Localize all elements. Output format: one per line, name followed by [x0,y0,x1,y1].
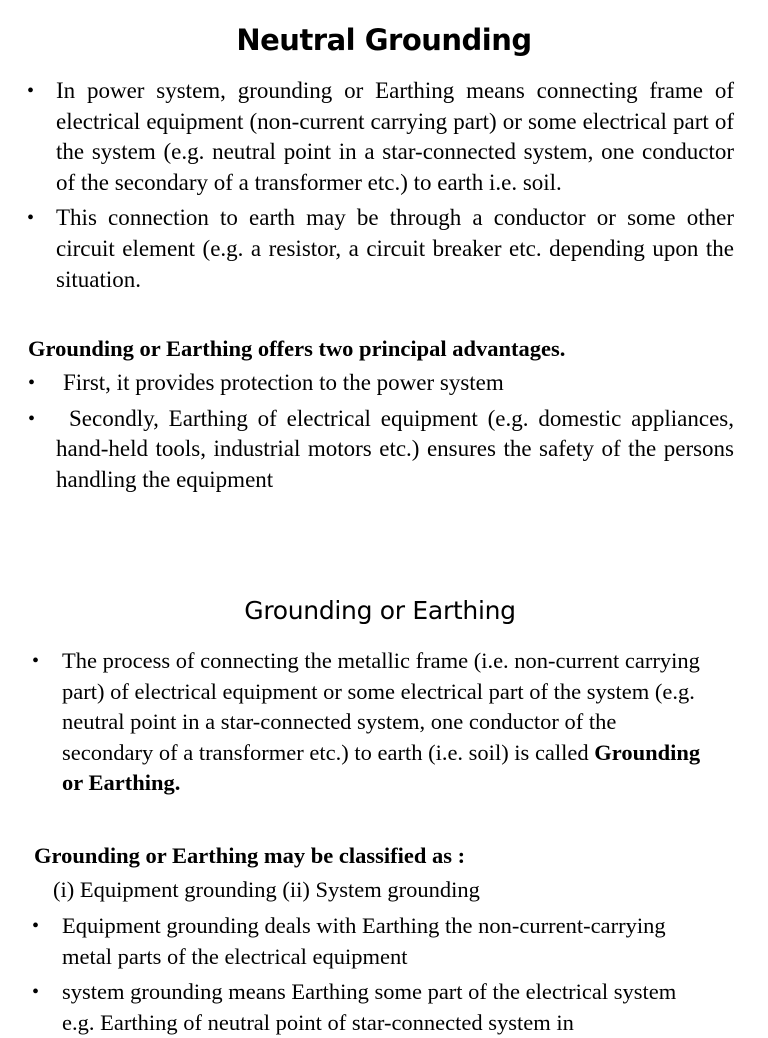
classification-heading: Grounding or Earthing may be classified as : [34,843,466,868]
bullet-icon: • [28,407,36,430]
bullet-text: First, it provides protection to the power system [63,370,504,395]
definition-list [0,646,768,799]
bullet-icon: • [32,915,40,937]
bullet-icon: • [32,981,40,1003]
slide-title: Neutral Grounding [236,23,532,57]
list-item [32,911,712,972]
list-item [27,203,734,295]
bullet-icon: • [27,80,35,102]
list-item [32,977,712,1038]
bullet-list [0,76,768,295]
types-list [0,911,768,1038]
bullet-text: In power system, grounding or Earthing means connecting frame of electrical equipment (non-current carrying part) or some electrical part of the system (e.g. neutral point in a star-connected system, one conductor of the secondary of a transformer etc.) to earth i.e. soil. [56,78,734,195]
bullet-text: system grounding means Earthing some part of the electrical system e.g. Earthing of neutral point of star-connected system in [62,979,677,1035]
list-item [32,646,712,799]
definition-text: The process of connecting the metallic frame (i.e. non-current carrying part) of electrical equipment or some electrical part of the system (e.g. neutral point in a star-connected system, one conductor of the secondary of a transformer etc.) to earth (i.e. soil) is called [62,648,700,765]
bullet-text: This connection to earth may be through a conductor or some other circuit element (e.g. a resistor, a circuit breaker etc. depending upon the situation. [56,205,734,292]
slide-grounding-or-earthing [0,560,768,1035]
bullet-icon: • [32,650,40,672]
slide-title: Grounding or Earthing [244,596,516,625]
classification-types: (i) Equipment grounding (ii) System grounding [53,877,480,902]
list-item [28,404,734,496]
definition-paragraph [62,646,712,799]
advantages-heading: Grounding or Earthing offers two principal advantages. [28,336,566,361]
bullet-icon: • [27,207,35,230]
definition-term: Grounding or Earthing. [62,739,701,795]
list-item [28,368,734,399]
bullet-text: Equipment grounding deals with Earthing the non-current-carrying metal parts of the electrical equipment [62,913,666,969]
advantages-list [0,368,768,495]
list-item [27,76,734,198]
bullet-icon: • [28,372,36,394]
bullet-text: Secondly, Earthing of electrical equipment (e.g. domestic appliances, hand-held tools, industrial motors etc.) ensures the safety of the persons handling the equipment [56,405,734,492]
